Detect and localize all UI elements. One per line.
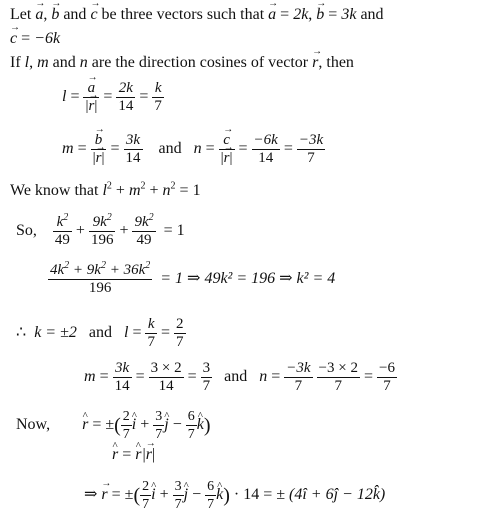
text-now: Now, (16, 416, 51, 434)
frac-a-over-r: → $\frac{a}{|\to r|}$ (83, 80, 99, 115)
frac-c-over-r: → $\frac{c}{|\to r|}$ (219, 132, 235, 167)
frac-b-over-r: → $\frac{b}{|\to r|}$ (91, 132, 107, 167)
eq-l: l = → $\frac{a}{|\to r|}$ = $\frac{2k}{14}$ = $\frac{k}{7}$ (62, 80, 164, 115)
eq-m-n-values: m = $\frac{3k}{14}$ = $\frac{3 \times 2}{14}$ = $\frac{3}{7}$ and n = $\frac{-3k}{7}$ $\frac{-3 \times 2}{7}$ = $\frac{-6}{7}$ (84, 360, 395, 394)
line-direction-cosines: If l, m and n are the direction cosines of vector → r, then (10, 54, 354, 72)
text-and-5: and (88, 324, 112, 342)
frac-k2-49: $\frac{k^2}{49}$ (54, 212, 70, 248)
line-c-def: → c = −6k (10, 30, 60, 48)
vec-a: → a (35, 6, 43, 24)
frac-neg6-7: $\frac{-6}{7}$ (379, 360, 395, 394)
frac-2-7: $\frac{2}{7}$ (176, 316, 184, 350)
eq-rhat: Now, ^ r = ±( $\frac{2}{7}$ ^ i + $\frac{3}{7}$ ^ j − $\frac{6}{7}$ ^ k) (16, 408, 211, 443)
eq-rhat-abs: ^ r = ^ r|→ r| (112, 446, 156, 464)
text-and: and (63, 6, 87, 23)
text-and-2: and (360, 6, 384, 23)
frac-6k-14: $\frac{-6k}{14}$ (253, 132, 278, 166)
text-if: If (10, 54, 21, 71)
text-and-4: and (158, 140, 182, 158)
text-and-6: and (224, 368, 248, 386)
therefore-symbol: ∴ (16, 324, 27, 342)
frac-3k-14-b: $\frac{3k}{14}$ (114, 360, 130, 394)
frac-3k-7: $\frac{-3k}{7}$ (298, 132, 324, 166)
b-value: 3k (341, 6, 357, 23)
eq-sum (48, 262, 335, 297)
vec-r: → r (312, 54, 318, 72)
text-then: , then (318, 54, 354, 71)
text-and-3: and (52, 54, 76, 71)
vec-a2: → a (268, 6, 276, 24)
frac-3k-14: $\frac{3k}{14}$ (125, 132, 141, 166)
a-value: 2k (293, 6, 309, 23)
frac-2k-14: $\frac{2k}{14}$ (118, 80, 134, 114)
eq-final: ⇒ → r = ±( $\frac{2}{7}$ ^ i + $\frac{3}{7}$ ^ j − $\frac{6}{7}$ ^ k) · 14 = ± (4î + 6ĵ − 12k̂) (84, 478, 385, 513)
final-rhs: ± (4î + 6ĵ − 12k̂) (276, 486, 386, 504)
text-let: Let (10, 6, 32, 23)
k-value: k = ±2 (34, 324, 77, 342)
vec-b2: → b (316, 6, 324, 24)
text-three-vectors: be three vectors such that (101, 6, 265, 23)
frac-3x2-14: $\frac{3 \times 2}{14}$ (150, 360, 182, 394)
times-14: · 14 (233, 486, 260, 504)
frac-3-7: $\frac{3}{7}$ (202, 360, 211, 394)
frac-neg3k-7: $\frac{-3k}{7}$ (286, 360, 311, 394)
frac-sum-196: $\frac{4k^2 + 9k^2 + 36k^2}{196}$ (50, 260, 151, 296)
frac-neg3x2-7: $\frac{-3 \times 2}{7}$ (318, 360, 358, 394)
line-vectors-def: Let → a, → b and → c be three vectors such that → a = 2k, → b = 3k and (10, 6, 384, 24)
eq-m-n: m = → $\frac{b}{|\to r|}$ = $\frac{3k}{14}$ and n = → $\frac{c}{|\to r|}$ = $\frac{-6k}{14}$ = $\frac{-3k}{7}$ (62, 132, 325, 167)
eq-so: So, $\frac{k^2}{49}$ + $\frac{9k^2}{196}$ + $\frac{9k^2}{49}$ = 1 (16, 212, 185, 248)
k2-result: = 1 ⇒ 49k² = 196 ⇒ k² = 4 (160, 270, 336, 288)
text-are-dc: are the direction cosines of vector (91, 54, 309, 71)
eq-k: ∴ k = ±2 and l = $\frac{k}{7}$ = $\frac{2}{7}$ (16, 316, 184, 350)
frac-9k2-196: $\frac{9k^2}{196}$ (90, 212, 114, 248)
frac-9k2-49: $\frac{9k^2}{49}$ (134, 212, 154, 248)
vec-b: → b (51, 6, 59, 24)
text-so: So, (16, 222, 37, 240)
text-we-know: We know that (10, 182, 99, 199)
vec-c2: → c (10, 30, 17, 48)
c-value: −6k (34, 30, 61, 47)
vec-c: → c (90, 6, 97, 24)
frac-k-7-b: $\frac{k}{7}$ (147, 316, 155, 350)
line-we-know: We know that $l^2 + m^2 + n^2 = 1$ (10, 180, 201, 199)
frac-k-7: $\frac{k}{7}$ (154, 80, 162, 114)
